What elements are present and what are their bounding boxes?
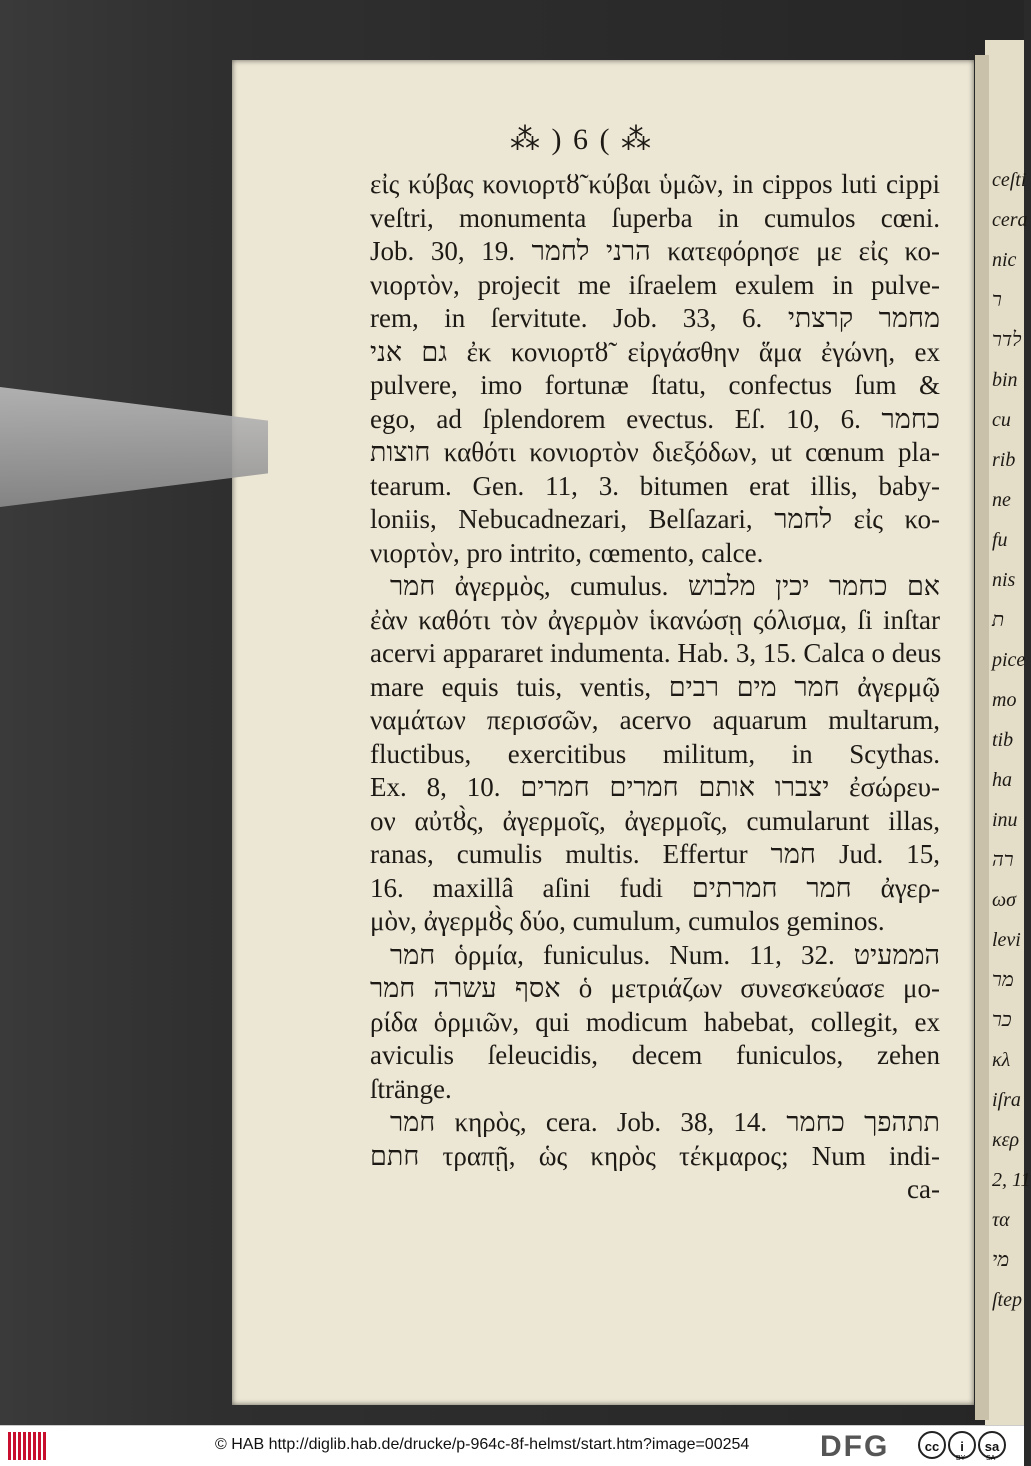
text-line: אסף עשרה חמר ὁ μετριάζων συνεσκεύασε μο- [370, 973, 940, 1003]
text-line: mare equis tuis, ventis, חמר מים רבים ἀγερμῷ [370, 671, 940, 702]
margin-fragment: cu [992, 409, 1011, 431]
text-line: ranas, cumulis multis. Effertur חמר Jud. 15, [370, 839, 940, 869]
text-line: loniis, Nebucadnezari, Belſazari, לחמר εἰς κο- [370, 504, 940, 534]
by-icon: i [948, 1431, 976, 1459]
text-line: גם אני ἐκ κονιορτȣ̃ εἰργάσθην ἅμα ἐγώνη, ex [370, 336, 941, 367]
margin-fragment: nic [992, 249, 1017, 271]
margin-fragment: ſtep [992, 1289, 1022, 1311]
margin-fragment: inu [992, 809, 1018, 831]
margin-fragment: מי [992, 1249, 1010, 1271]
page-header: ⁂ ) 6 ( ⁂ [510, 123, 653, 156]
margin-fragment: 2, 11 [992, 1169, 1031, 1191]
text-line: tearum. Gen. 11, 3. bitumen erat illis, baby- [370, 470, 940, 501]
facing-page-text [992, 160, 1031, 1320]
margin-fragment: ר [992, 289, 1002, 311]
sa-label: SA [986, 1455, 996, 1462]
text-line: חמר κηρὸς, cera. Job. 38, 14. תתהפך כחמר [390, 1107, 940, 1137]
hab-logo-icon [8, 1432, 48, 1460]
margin-fragment: מר [992, 969, 1014, 991]
text-line: acervi appararet indumenta. Hab. 3, 15. Calca o deus [370, 638, 942, 668]
margin-fragment: ceſti [992, 169, 1027, 191]
margin-fragment: tib [992, 729, 1014, 751]
text-line: חמר ὁρμία, funiculus. Num. 11, 32. הממעיט [390, 939, 940, 970]
margin-fragment: רה [992, 849, 1014, 871]
page-marker-strip [0, 387, 268, 507]
margin-fragment: ωσ [992, 889, 1016, 911]
margin-fragment: κερ [992, 1129, 1020, 1151]
margin-fragment: bin [992, 369, 1018, 391]
text-line: νιορτὸν, pro intrito, cœmento, calce. [370, 537, 764, 568]
margin-fragment: κλ [992, 1049, 1011, 1071]
text-line: Job. 30, 19. הרני לחמר κατεφόρησε με εἰς κο- [370, 236, 940, 266]
margin-fragment: ne [992, 489, 1011, 511]
text-line: rem, in ſervitute. Job. 33, 6. מחמר קרצתי [370, 303, 941, 333]
text-line: aviculis ſeleucidis, decem funiculos, zehen [370, 1040, 940, 1070]
margin-fragment: ת [992, 609, 1005, 631]
margin-fragment: levi [992, 929, 1021, 951]
margin-fragment: כר [992, 1009, 1012, 1031]
page-text [370, 168, 940, 1207]
text-line: νιορτὸν, projecit me iſraelem exulem in pulve- [370, 269, 940, 300]
text-line: חמר ἀγερμὸς, cumulus. אם כחמר יכין מלבוש [390, 571, 940, 601]
dfg-logo: DFG [820, 1430, 890, 1463]
footer-bar [0, 1425, 1024, 1466]
margin-fragment: iſra [992, 1089, 1021, 1111]
text-line: חוצות καθότι κονιορτὸν διεξόδων, ut cœnum pla- [370, 437, 940, 467]
margin-fragment: pice [992, 649, 1026, 671]
text-line: fluctibus, exercitibus militum, in Scythas. [370, 738, 940, 769]
margin-fragment: ha [992, 769, 1012, 791]
margin-fragment: τα [992, 1209, 1010, 1231]
margin-fragment: cera [992, 209, 1028, 231]
text-line: veſtri, monumenta ſuperba in cumulos cœni. [370, 202, 940, 233]
margin-fragment: fu [992, 529, 1008, 551]
text-line: ego, ad ſplendorem evectus. Eſ. 10, 6. כחמר [370, 403, 940, 434]
margin-fragment: nis [992, 569, 1016, 591]
text-line: ρίδα ὁρμιῶν, qui modicum habebat, collegit, ex [370, 1006, 940, 1037]
margin-fragment: לדר [992, 329, 1022, 351]
footer-copyright[interactable]: © HAB http://diglib.hab.de/drucke/p-964c-8f-helmst/start.htm?image=00254 [215, 1436, 750, 1453]
text-line: ον αὐτȣ̀ς, ἀγερμοῖς, ἀγερμοῖς, cumularunt illas, [370, 805, 940, 836]
text-line: μὸν, ἀγερμȣ̀ς δύο, cumulum, cumulos geminos. [370, 906, 885, 936]
sa-icon: sa [978, 1431, 1006, 1459]
license-icons[interactable] [918, 1431, 1018, 1461]
text-line: ca- [907, 1174, 940, 1204]
text-line: ἐὰν καθότι τὸν ἀγερμὸν ἱκανώσῃ ςόλισμα, ſi inſtar [370, 604, 940, 635]
text-line: εἰς κύβας κονιορτȣ̃ κύβαι ὑμῶν, in cippos luti cippi [370, 169, 940, 199]
text-line: ſtränge. [370, 1073, 452, 1104]
page-edge [975, 55, 989, 1420]
text-line: ναμάτων περισσῶν, acervo aquarum multarum, [370, 705, 940, 735]
text-line: Ex. 8, 10. יצברו אותם חמרים חמרים ἐσώρευ- [370, 772, 941, 802]
margin-fragment: rib [992, 449, 1016, 471]
cc-icon: cc [918, 1431, 946, 1459]
text-line: 16. maxillâ aſini fudi חמר חמרתים ἀγερ- [370, 872, 941, 903]
text-line: pulvere, imo fortunæ ſtatu, confectus ſum & [370, 370, 940, 400]
text-line: חתם τραπῇ, ὡς κηρὸς τέκμαρος; Num indi- [370, 1140, 940, 1171]
margin-fragment: mo [992, 689, 1017, 711]
by-label: BY [956, 1455, 966, 1462]
